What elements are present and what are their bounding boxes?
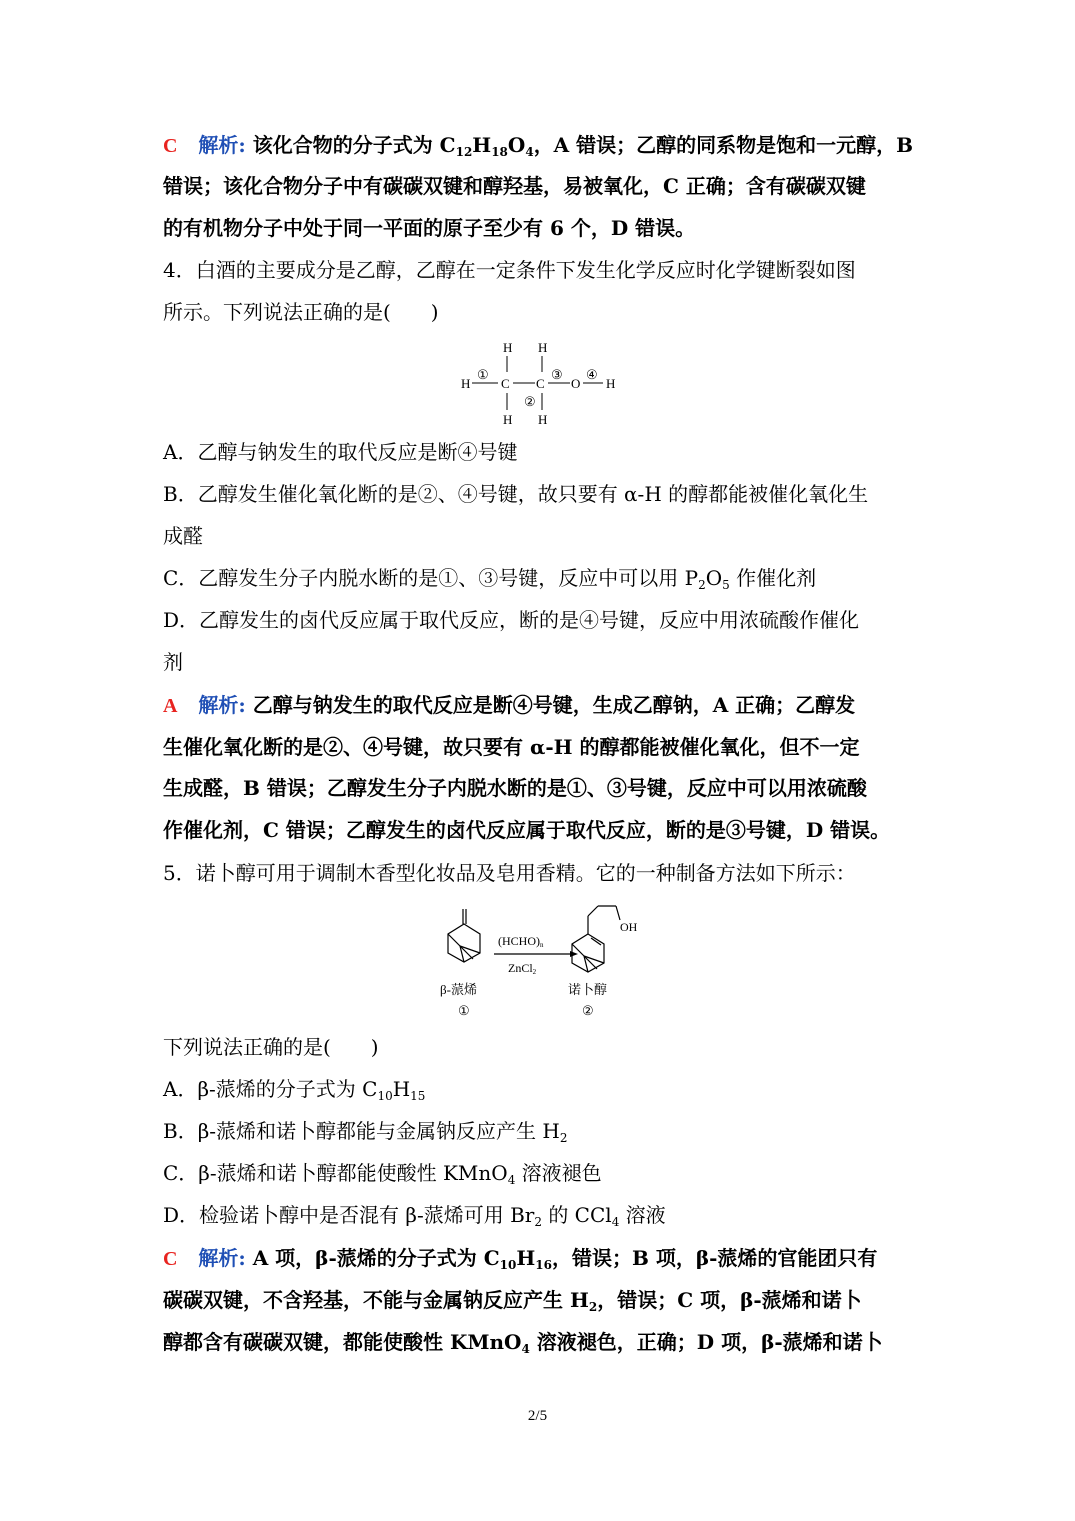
text: C．β-蒎烯和诺卜醇都能使酸性 KMnO	[163, 1161, 508, 1185]
text: 作催化剂	[729, 566, 817, 590]
text: H	[472, 133, 492, 157]
q4-option-b-line-2: 成醛	[163, 524, 203, 548]
reagent-top: (HCHO)n	[498, 934, 544, 949]
q4-option-d-line-2: 剂	[163, 650, 183, 674]
q5-answer-line-2	[163, 1287, 862, 1313]
text: ，错误；C 项，β-蒎烯和诺卜	[597, 1288, 862, 1312]
page-number: 2/5	[527, 1408, 548, 1424]
subscript: 4	[525, 145, 534, 159]
right-compound-number: ②	[582, 1003, 594, 1018]
text: B．β-蒎烯和诺卜醇都能与金属钠反应产生 H	[163, 1119, 560, 1143]
text: 溶液	[619, 1203, 666, 1227]
answer-letter: C	[163, 135, 178, 157]
text: O	[705, 566, 723, 590]
ethanol-structure-figure	[455, 336, 625, 432]
text: 醇都含有碳碳双键，都能使酸性 KMnO	[163, 1330, 522, 1354]
q4-answer-line-4: 作催化剂，C 错误；乙醇发生的卤代反应属于取代反应，断的是③号键，D 错误。	[163, 818, 891, 842]
analysis-label: 解析:	[198, 1246, 246, 1270]
subscript: 2	[559, 1131, 568, 1145]
nopol-synthesis-figure	[430, 904, 650, 1028]
subscript: 12	[455, 145, 473, 159]
left-compound-number: ①	[458, 1003, 470, 1018]
subscript: 4	[521, 1342, 530, 1356]
q3-answer-line-3: 的有机物分子中处于同一平面的原子至少有 6 个，D 错误。	[163, 216, 696, 240]
subscript: 16	[535, 1258, 552, 1272]
subscript: 2	[534, 1215, 542, 1229]
text: 碳碳双键，不含羟基，不能与金属钠反应产生 H	[163, 1288, 589, 1312]
q5-option-b	[163, 1118, 567, 1144]
q4-answer-line-2: 生催化氧化断的是②、④号键，故只要有 α-H 的醇都能被催化氧化，但不一定	[163, 735, 860, 759]
q4-answer-line-1	[163, 692, 855, 719]
oh-label: OH	[620, 920, 638, 934]
q4-stem-line-2: 所示。下列说法正确的是( )	[163, 300, 439, 324]
q4-option-b-line-1: B．乙醇发生催化氧化断的是②、④号键，故只要有 α-H 的醇都能被催化氧化生	[163, 482, 869, 506]
beta-pinene-structure	[448, 909, 480, 962]
q5-option-d	[163, 1202, 666, 1228]
atom-h: H	[503, 412, 513, 427]
subscript: 2	[698, 578, 706, 592]
text: 溶液褪色，正确；D 项，β-蒎烯和诺卜	[529, 1330, 883, 1354]
q5-answer-line-1	[163, 1245, 877, 1272]
atom-h: H	[606, 376, 616, 391]
q5-stem: 5．诺卜醇可用于调制木香型化妆品及皂用香精。它的一种制备方法如下所示：	[163, 861, 856, 885]
text: 该化合物的分子式为 C	[252, 133, 456, 157]
nopol-structure	[572, 906, 620, 972]
subscript: 4	[507, 1173, 516, 1187]
subscript: 15	[410, 1089, 426, 1103]
atom-h: H	[503, 340, 513, 355]
text: O	[507, 133, 526, 157]
atom-h: H	[538, 340, 548, 355]
atom-c: C	[501, 376, 510, 391]
text: 乙醇与钠发生的取代反应是断④号键，生成乙醇钠，A 正确；乙醇发	[252, 693, 856, 717]
bond-label-4: ④	[586, 367, 598, 382]
subscript: 10	[377, 1089, 393, 1103]
atom-c: C	[536, 376, 545, 391]
q5-option-c	[163, 1160, 602, 1186]
q4-option-c	[163, 565, 816, 591]
subscript: 2	[588, 1300, 598, 1314]
subscript: 4	[611, 1215, 620, 1229]
text: ，错误；B 项，β-蒎烯的官能团只有	[551, 1246, 878, 1270]
q5-option-a	[163, 1076, 425, 1102]
subscript: 5	[722, 578, 730, 592]
q3-answer-line-1	[163, 132, 913, 159]
analysis-label: 解析:	[198, 693, 246, 717]
arrow-head	[570, 951, 578, 957]
atom-o: O	[571, 376, 581, 391]
q5-question: 下列说法正确的是( )	[163, 1035, 379, 1059]
right-compound-name: 诺卜醇	[568, 982, 608, 997]
reagent-bottom: ZnCl2	[508, 961, 537, 976]
text: 溶液褪色	[515, 1161, 602, 1185]
analysis-label: 解析:	[198, 133, 246, 157]
q4-answer-line-3: 生成醛，B 错误；乙醇发生分子内脱水断的是①、③号键，反应中可以用浓硫酸	[163, 776, 867, 800]
bond-label-1: ①	[477, 367, 489, 382]
subscript: 10	[499, 1258, 517, 1272]
q4-option-a: A．乙醇与钠发生的取代反应是断④号键	[163, 440, 518, 464]
answer-letter: C	[163, 1248, 178, 1270]
text: A 项，β-蒎烯的分子式为 C	[252, 1246, 500, 1270]
text: ，A 错误；乙醇的同系物是饱和一元醇，B	[533, 133, 914, 157]
answer-letter: A	[163, 695, 178, 717]
atom-h: H	[538, 412, 548, 427]
left-compound-name: β-蒎烯	[440, 982, 477, 997]
bond-label-3: ③	[551, 367, 563, 382]
text: D．检验诺卜醇中是否混有 β-蒎烯可用 Br	[163, 1203, 535, 1227]
text: C．乙醇发生分子内脱水断的是①、③号键，反应中可以用 P	[163, 566, 699, 590]
text: H	[516, 1246, 536, 1270]
bond-label-2: ②	[524, 394, 536, 409]
atom-h: H	[461, 376, 471, 391]
q4-option-d-line-1: D．乙醇发生的卤代反应属于取代反应，断的是④号键，反应中用浓硫酸作催化	[163, 608, 860, 632]
text: H	[392, 1077, 411, 1101]
text: A．β-蒎烯的分子式为 C	[163, 1077, 378, 1101]
subscript: 18	[491, 145, 508, 159]
text: 的 CCl	[541, 1203, 612, 1227]
q4-stem-line-1: 4．白酒的主要成分是乙醇，乙醇在一定条件下发生化学反应时化学键断裂如图	[163, 258, 856, 282]
q5-answer-line-3	[163, 1329, 883, 1355]
q3-answer-line-2: 错误；该化合物分子中有碳碳双键和醇羟基，易被氧化，C 正确；含有碳碳双键	[163, 174, 866, 198]
